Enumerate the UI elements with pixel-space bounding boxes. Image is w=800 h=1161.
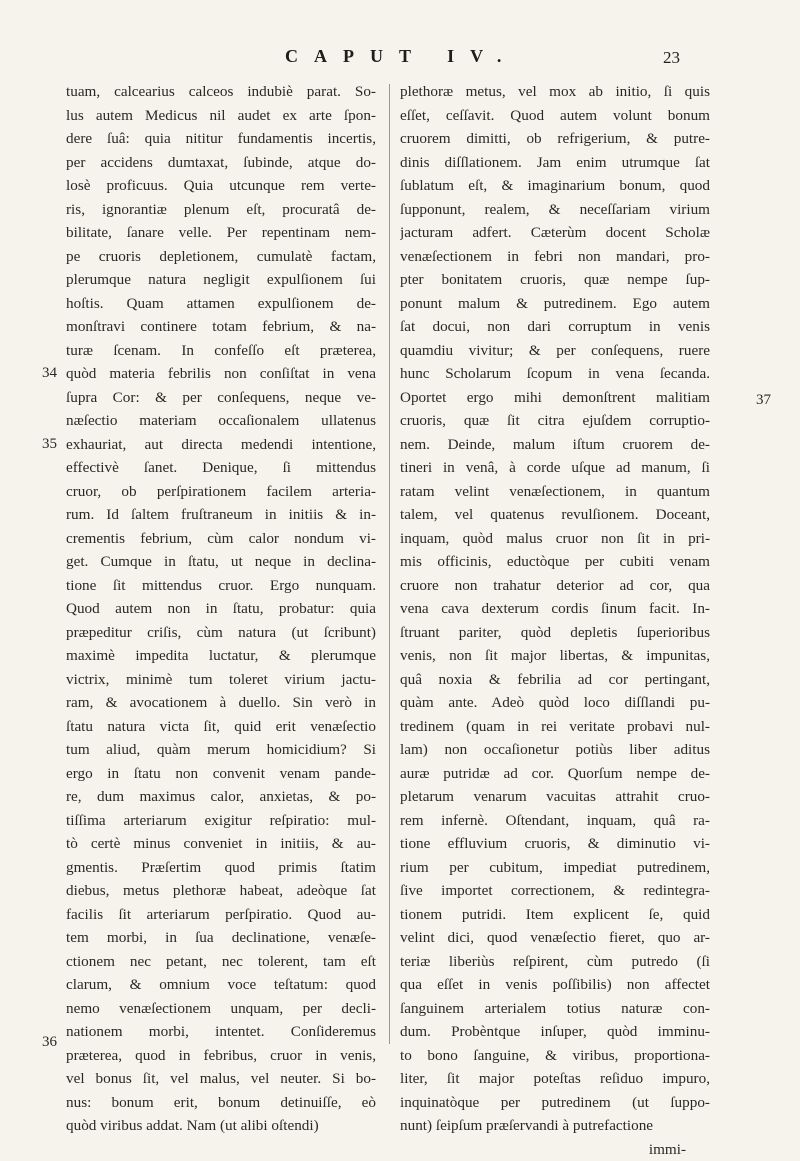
text-line: hoſtis. Quam attamen expulſionem de- [66, 292, 376, 316]
text-line: pe cruoris depletionem, cumulatè factam, [66, 245, 376, 269]
running-header [0, 46, 800, 76]
text-line: tione effluvium cruoris, & diminutio vi- [400, 832, 710, 856]
text-line: quòd viribus addat. Nam (ut alibi oſtendi) [66, 1114, 376, 1138]
catchword: immi- [400, 1138, 710, 1161]
text-line: plerumque natura negligit expulſionem ſui [66, 268, 376, 292]
text-line: tionem putridi. Item explicent ſe, quid [400, 903, 710, 927]
text-line: hunc Scholarum ſcopum in vena ſecanda. [400, 362, 710, 386]
text-line: tredinem (quam in rei veritate probavi nul- [400, 715, 710, 739]
text-line: præterea, quod in febribus, cruor in venis, [66, 1044, 376, 1068]
text-line: nus: bonum erit, bonum detinuiſſe, eò [66, 1091, 376, 1115]
text-line: eſſet, ceſſavit. Quod autem volunt bonum [400, 104, 710, 128]
page-number: 23 [663, 48, 680, 68]
text-line: ſublatum eſt, & imaginarium bonum, quod [400, 174, 710, 198]
text-line: tuam, calcearius calceos indubiè parat. So- [66, 80, 376, 104]
text-line: talem, vel quatenus revulſionem. Doceant, [400, 503, 710, 527]
text-line: ram, & avocationem à duello. Sin verò in [66, 691, 376, 715]
text-line: vel bonus ſit, vel malus, vel neuter. Si bo- [66, 1067, 376, 1091]
text-line: rum. Id ſaltem fruſtraneum in initiis & in- [66, 503, 376, 527]
text-line: cruore non trahatur deterior ad cor, qua [400, 574, 710, 598]
text-line: qua eſſet in venis poſſibilis) non affectet [400, 973, 710, 997]
text-line: præpeditur criſis, cùm natura (ut ſcribunt) [66, 621, 376, 645]
text-line: diebus, metus plethoræ habeat, adeòque ſat [66, 879, 376, 903]
text-line: dum. Probèntque inſuper, quòd imminu- [400, 1020, 710, 1044]
text-line: dere ſuâ: quia nititur fundamentis incertis, [66, 127, 376, 151]
text-line: ergo in ſtatu non convenit venam pande- [66, 762, 376, 786]
text-line: ſanguinem arterialem totius naturæ con- [400, 997, 710, 1021]
text-line: inquinatòque per putredinem (ut ſuppo- [400, 1091, 710, 1115]
text-line: teriæ liberiùs reſpirent, cùm putredo (ſi [400, 950, 710, 974]
text-line: facilis ſit arteriarum perſpiratio. Quod au- [66, 903, 376, 927]
text-line: tione ſit mittendus cruor. Ergo nunquam. [66, 574, 376, 598]
text-line: mis officinis, eductòque per cubiti venam [400, 550, 710, 574]
text-line: quâ noxia & febrilia ad cor pertingant, [400, 668, 710, 692]
text-line: liter, ſit major poteſtas reſiduo impuro, [400, 1067, 710, 1091]
text-line: rium per cubitum, impediat putredinem, [400, 856, 710, 880]
text-line: tineri in venâ, à corde uſque ad manum, ſi [400, 456, 710, 480]
text-line: tum aliud, quàm merum homicidium? Si [66, 738, 376, 762]
text-line: jacturam adfert. Cæterùm docent Scholæ [400, 221, 710, 245]
text-line: pletarum venarum vacuitas attrahit cruo- [400, 785, 710, 809]
right-text-column [400, 80, 710, 1161]
text-line: bilitate, ſanare velle. Per repentinam nem- [66, 221, 376, 245]
text-line: ponunt malum & putredinem. Ego autem [400, 292, 710, 316]
text-line: ſtatu natura victa ſit, quid erit venæſectio [66, 715, 376, 739]
text-line: quòd materia febrilis non conſiſtat in vena [66, 362, 376, 386]
text-line: venis, non ſit major libertas, & impunitas, [400, 644, 710, 668]
text-line: cruorem dimitti, ob refrigerium, & putre- [400, 127, 710, 151]
margin-number-34: 34 [42, 365, 57, 382]
text-line: ſtruant pariter, quòd depletis ſuperioribus [400, 621, 710, 645]
margin-number-37: 37 [756, 392, 771, 409]
text-line: ris, ignorantiæ plenum eſt, procuratâ de- [66, 198, 376, 222]
text-line: pter bonitatem cruoris, quæ nempe ſup- [400, 268, 710, 292]
text-line: ſupponunt, realem, & neceſſariam virium [400, 198, 710, 222]
text-line: gmentis. Præſertim quod primis ſtatim [66, 856, 376, 880]
text-line: nunt) ſeipſum præſervandi à putrefactione [400, 1114, 710, 1138]
text-line: inquam, quòd malus cruor non ſit in pri- [400, 527, 710, 551]
text-line: turæ ſcenam. In confeſſo eſt præterea, [66, 339, 376, 363]
text-line: ctionem nec petant, nec tolerent, tam eſt [66, 950, 376, 974]
text-line: ratam velint venæſectionem, in quantum [400, 480, 710, 504]
text-line: get. Cumque in ſtatu, ut neque in declina- [66, 550, 376, 574]
text-line: nationem morbi, intentet. Conſideremus [66, 1020, 376, 1044]
margin-number-36: 36 [42, 1034, 57, 1051]
text-line: lam) non occaſionetur potiùs liber aditus [400, 738, 710, 762]
text-line: victrix, minimè tum toleret virium jactu- [66, 668, 376, 692]
text-line: Quod autem non in ſtatu, probatur: quia [66, 597, 376, 621]
text-line: quamdiu vivitur; & per conſequens, ruere [400, 339, 710, 363]
text-line: ſat docui, non dari corruptum in venis [400, 315, 710, 339]
column-divider [389, 84, 390, 1044]
text-line: clarum, & omnium voce teſtatum: quod [66, 973, 376, 997]
text-line: per accidens dumtaxat, ſubinde, atque do- [66, 151, 376, 175]
text-line: næſectio materiam occaſionalem ullatenus [66, 409, 376, 433]
text-line: nemo venæſectionem unquam, per decli- [66, 997, 376, 1021]
text-line: velint dici, quod venæſectio fieret, quo ar- [400, 926, 710, 950]
text-line: maximè impedita luctatur, & plerumque [66, 644, 376, 668]
text-line: cruoris, quæ ſit citra ejuſdem corruptio- [400, 409, 710, 433]
text-line: monſtravi continere totam febrium, & na- [66, 315, 376, 339]
text-line: tem morbi, in ſua declinatione, venæſe- [66, 926, 376, 950]
text-line: lus autem Medicus nil audet ex arte ſpon- [66, 104, 376, 128]
text-line: crementis febrium, cùm calor nondum vi- [66, 527, 376, 551]
left-text-column [66, 80, 376, 1138]
text-line: venæſectionem in febri non mandari, pro- [400, 245, 710, 269]
text-line: exhauriat, aut directa medendi intentione, [66, 433, 376, 457]
text-line: effectivè ſanet. Denique, ſi mittendus [66, 456, 376, 480]
text-line: dinis diſſlationem. Jam enim utrumque ſat [400, 151, 710, 175]
text-line: Oportet ergo mihi demonſtrent malitiam [400, 386, 710, 410]
text-line: vena cava dexterum cordis ſinum facit. In- [400, 597, 710, 621]
text-line: cruor, ob perſpirationem facilem arteria- [66, 480, 376, 504]
margin-number-35: 35 [42, 436, 57, 453]
text-line: rem infernè. Oſtendant, inquam, quâ ra- [400, 809, 710, 833]
text-line: tiſſima arteriarum exigitur reſpiratio: mul- [66, 809, 376, 833]
text-line: losè proficuus. Quia utcunque rem verte- [66, 174, 376, 198]
chapter-heading: CAPUT IV. [285, 46, 517, 67]
text-line: nem. Deinde, malum iſtum cruorem de- [400, 433, 710, 457]
text-line: to bono ſanguine, & viribus, proportiona- [400, 1044, 710, 1068]
text-line: ſive importet correctionem, & redintegra- [400, 879, 710, 903]
text-line: ſupra Cor: & per conſequens, neque ve- [66, 386, 376, 410]
text-line: auræ putridæ ad cor. Quorſum nempe de- [400, 762, 710, 786]
text-line: plethoræ metus, vel mox ab initio, ſi quis [400, 80, 710, 104]
text-line: tò certè minus conveniet in initiis, & au- [66, 832, 376, 856]
text-line: quàm ante. Adeò quòd loco diſſlandi pu- [400, 691, 710, 715]
text-line: re, dum maximus calor, anxietas, & po- [66, 785, 376, 809]
